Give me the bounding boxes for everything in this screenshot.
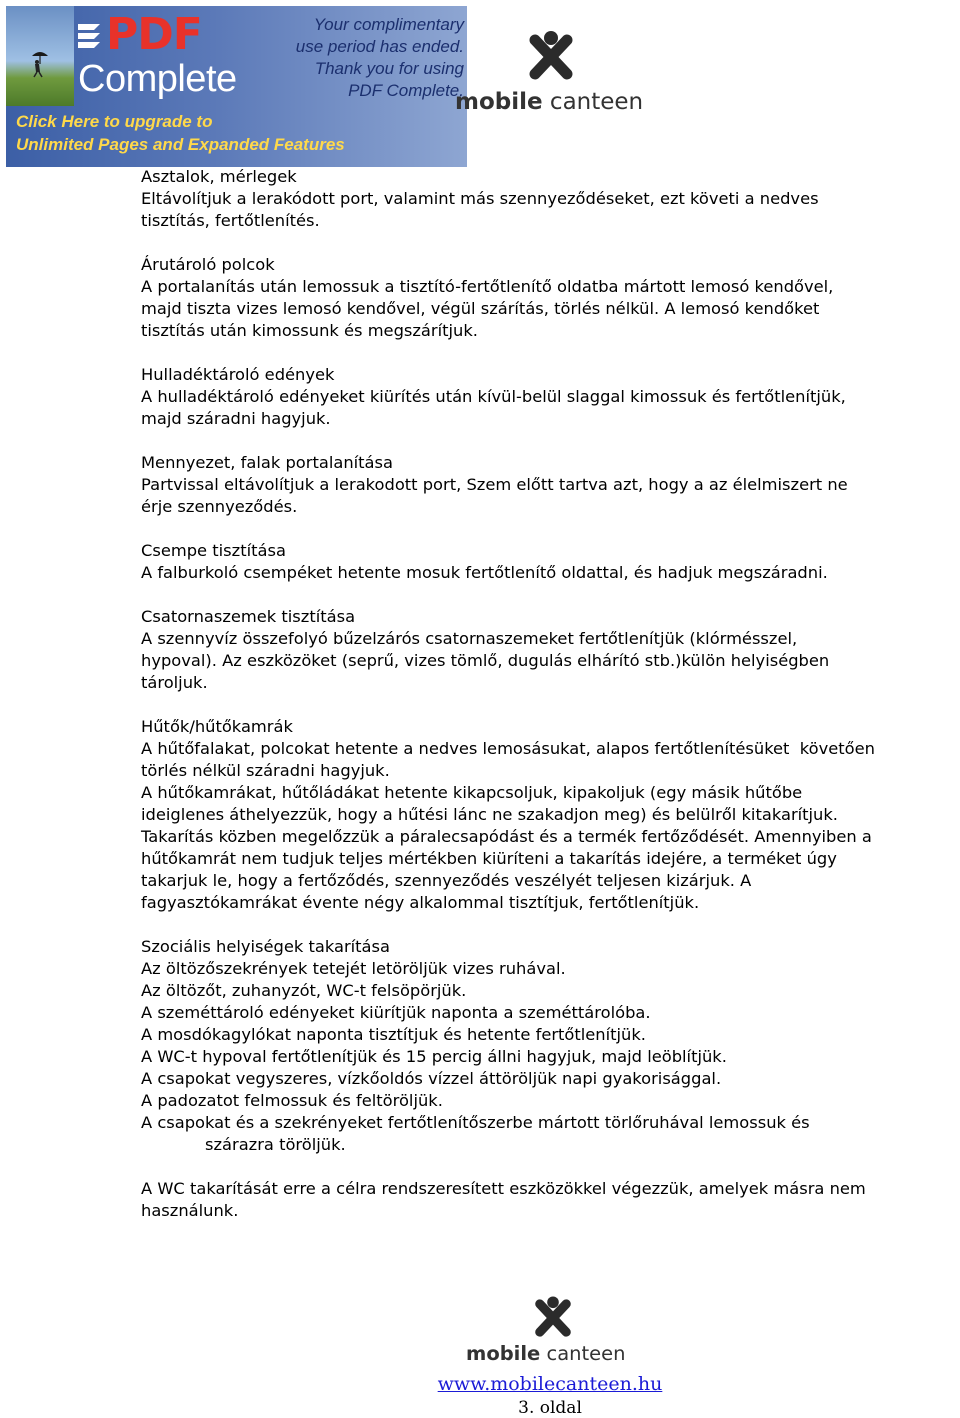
section-heading: Szociális helyiségek takarítása	[141, 937, 390, 956]
paragraph-line: A portalanítás után lemossuk a tisztító-fertőtlenítő oldatba mártott lemosó kendővel,	[141, 277, 834, 296]
brand-light-text: canteen	[546, 1342, 626, 1365]
paragraph-line: Az öltözőszekrények tetejét letöröljük vizes ruhával.	[141, 959, 566, 978]
paragraph-line: majd tiszta vizes lemosó kendővel, végül szárítás, törlés nélkül. A lemosó kendőket	[141, 299, 820, 318]
section	[141, 606, 959, 694]
message-line: use period has ended.	[295, 37, 464, 56]
paragraph-line: törlés nélkül száradni hagyjuk.	[141, 761, 390, 780]
section-heading: Csempe tisztítása	[141, 541, 286, 560]
paragraph-line: A mosdókagylókat naponta tisztítjuk és hetente fertőtlenítjük.	[141, 1025, 646, 1044]
section	[141, 936, 959, 1156]
paragraph-line: hűtőkamrát nem tudjuk teljes mértékben kiüríteni a takarítás idejére, a terméket úgy	[141, 849, 837, 868]
mobile-canteen-logo	[455, 28, 675, 116]
paragraph-line: tisztítás, fertőtlenítés.	[141, 211, 320, 230]
section	[141, 364, 959, 430]
paragraph-line: A WC-t hypoval fertőtlenítjük és 15 percig állni hagyjuk, majd leöblítjük.	[141, 1047, 727, 1066]
paragraph-line: Eltávolítjuk a lerakódott port, valamint más szennyeződéseket, ezt követi a nedves	[141, 189, 819, 208]
pdf-stack-icon	[76, 20, 102, 52]
paragraph-line: tároljuk.	[141, 673, 208, 692]
paragraph-line: A csapokat vegyszeres, vízkőoldós vízzel áttöröljük napi gyakorisággal.	[141, 1069, 722, 1088]
paragraph-line: Partvissal eltávolítjuk a lerakodott port, Szem előtt tartva azt, hogy a az élelmiszert ne	[141, 475, 848, 494]
trial-expired-message	[264, 14, 464, 102]
paragraph-line: A hűtőfalakat, polcokat hetente a nedves lemosásukat, alapos fertőtlenítésüket követően	[141, 739, 875, 758]
section-heading: Asztalok, mérlegek	[141, 167, 297, 186]
x-mark-icon	[528, 1294, 578, 1342]
logo-complete-text: Complete	[78, 58, 237, 100]
paragraph-line: A padozatot felmossuk és feltöröljük.	[141, 1091, 443, 1110]
paragraph-line: A WC takarítását erre a célra rendszeresített eszközökkel végezzük, amelyek másra nem	[141, 1179, 866, 1198]
paragraph-line: A hűtőkamrákat, hűtőládákat hetente kikapcsoljuk, kipakoljuk (egy másik hűtőbe	[141, 783, 803, 802]
paragraph-line: használunk.	[141, 1201, 239, 1220]
paragraph-line: fagyasztókamrákat évente négy alkalommal tisztítjuk, fertőtlenítjük.	[141, 893, 700, 912]
pdf-complete-banner[interactable]	[6, 6, 467, 167]
upgrade-link-line[interactable]: Click Here to upgrade to	[16, 112, 213, 131]
paragraph-line: A szennyvíz összefolyó bűzelzárós csatornaszemeket fertőtlenítjük (klórmésszel,	[141, 629, 798, 648]
footer-mobile-canteen-logo	[466, 1294, 638, 1366]
section	[141, 452, 959, 518]
brand-bold-text: mobile	[455, 89, 543, 115]
paragraph-line: A hulladéktároló edényeket kiürítés után kívül-belül slaggal kimossuk és fertőtlenítjük,	[141, 387, 846, 406]
section-heading: Hűtők/hűtőkamrák	[141, 717, 293, 736]
section-heading: Árutároló polcok	[141, 255, 275, 274]
section-heading: Csatornaszemek tisztítása	[141, 607, 356, 626]
paragraph-line: A szeméttároló edényeket kiürítjük naponta a szeméttárolóba.	[141, 1003, 651, 1022]
section	[141, 254, 959, 342]
brand-bold-text: mobile	[466, 1342, 541, 1365]
section	[141, 1178, 959, 1222]
message-line: PDF Complete.	[348, 81, 464, 100]
x-mark-icon	[521, 28, 581, 86]
upgrade-link-line[interactable]: Unlimited Pages and Expanded Features	[16, 135, 345, 154]
logo-pdf-text: PDF	[106, 9, 202, 60]
paragraph-line: tisztítás után kimossunk és megszárítjuk.	[141, 321, 478, 340]
paragraph-line: A falburkoló csempéket hetente mosuk fertőtlenítő oldattal, és hadjuk megszáradni.	[141, 563, 828, 582]
paragraph-line: Takarítás közben megelőzzük a páralecsapódást és a termék fertőződését. Amennyiben a	[141, 827, 872, 846]
pdf-complete-logo	[76, 9, 266, 106]
paragraph-line: takarjuk le, hogy a fertőződés, szennyeződés veszélyét teljesen kizárjuk. A	[141, 871, 752, 890]
paragraph-line: érje szennyeződés.	[141, 497, 298, 516]
section	[141, 540, 959, 584]
paragraph-line: ideiglenes áthelyezzük, hogy a hűtési lánc ne szakadjon meg) és belülről kitakarítjuk.	[141, 805, 838, 824]
paragraph-line: majd száradni hagyjuk.	[141, 409, 331, 428]
message-line: Your complimentary	[313, 15, 464, 34]
paragraph-line: hypoval). Az eszközöket (seprű, vizes tömlő, dugulás elhárító stb.)külön helyiségben	[141, 651, 830, 670]
section	[141, 166, 959, 232]
paragraph-line-indented: szárazra töröljük.	[205, 1135, 346, 1154]
page-number: 3. oldal	[518, 1398, 582, 1418]
paragraph-line: A csapokat és a szekrényeket fertőtlenítőszerbe mártott törlőruhával lemossuk és	[141, 1113, 810, 1132]
umbrella-person-image	[6, 6, 74, 106]
message-line: Thank you for using	[314, 59, 464, 78]
paragraph-line: Az öltözőt, zuhanyzót, WC-t felsöpörjük.	[141, 981, 467, 1000]
section	[141, 716, 959, 914]
upgrade-link[interactable]	[16, 110, 345, 156]
section-heading: Mennyezet, falak portalanítása	[141, 453, 393, 472]
website-link[interactable]: www.mobilecanteen.hu	[437, 1373, 663, 1395]
brand-light-text: canteen	[549, 89, 644, 115]
section-heading: Hulladéktároló edények	[141, 365, 335, 384]
umbrella-person-icon	[30, 48, 50, 78]
document-body	[141, 166, 959, 1244]
